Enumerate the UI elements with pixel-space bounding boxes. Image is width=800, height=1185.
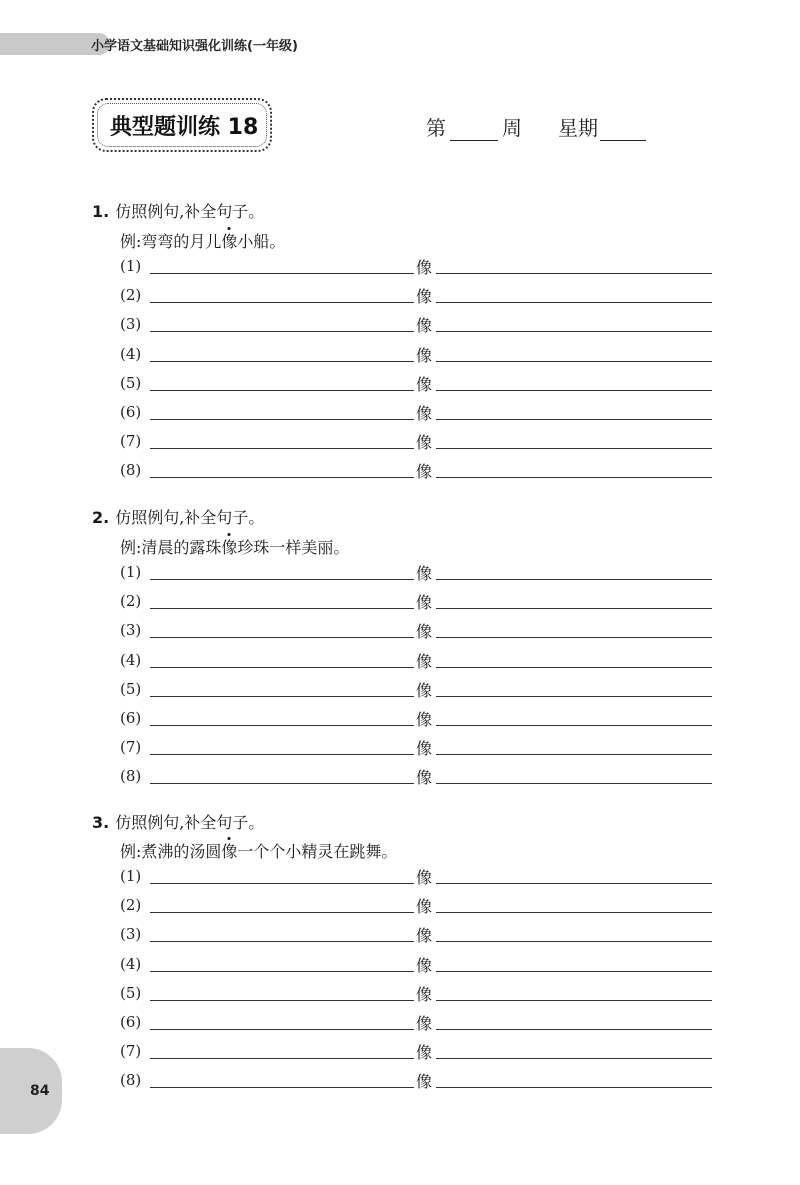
answer-row bbox=[120, 738, 712, 760]
answer-row bbox=[120, 1042, 712, 1064]
item-index: (6) bbox=[120, 403, 142, 421]
question-1-heading bbox=[92, 199, 264, 222]
connector-word: 像 bbox=[416, 710, 433, 729]
example-suffix: 一个个小精灵在跳舞。 bbox=[237, 842, 398, 861]
answer-blank-after[interactable] bbox=[436, 941, 712, 942]
answer-blank-before[interactable] bbox=[150, 273, 414, 274]
item-index: (7) bbox=[120, 738, 142, 757]
connector-word: 像 bbox=[416, 926, 433, 946]
answer-blank-after[interactable] bbox=[436, 477, 712, 478]
item-index: (7) bbox=[120, 1042, 142, 1061]
answer-blank-before[interactable] bbox=[150, 696, 414, 697]
connector-word: 像 bbox=[416, 739, 433, 759]
answer-blank-before[interactable] bbox=[150, 419, 414, 420]
answer-blank-after[interactable] bbox=[436, 783, 712, 784]
item-index: (8) bbox=[120, 1071, 142, 1090]
week-prefix: 第 bbox=[426, 116, 446, 140]
item-index: (8) bbox=[120, 767, 142, 786]
item-index: (2) bbox=[120, 286, 142, 305]
answer-blank-after[interactable] bbox=[436, 667, 712, 668]
answer-blank-after[interactable] bbox=[436, 302, 712, 303]
question-2-heading bbox=[92, 505, 264, 528]
question-instruction: 仿照例句,补全句子。 bbox=[115, 508, 265, 527]
answer-blank-before[interactable] bbox=[150, 1087, 414, 1088]
example-prefix: 例:煮沸的汤圆 bbox=[120, 842, 222, 861]
answer-blank-after[interactable] bbox=[436, 883, 712, 884]
item-index: (4) bbox=[120, 650, 142, 669]
answer-blank-before[interactable] bbox=[150, 941, 414, 942]
week-suffix: 周 bbox=[502, 116, 522, 140]
answer-row bbox=[120, 286, 712, 308]
answer-blank-before[interactable] bbox=[150, 579, 414, 580]
answer-row bbox=[120, 621, 712, 643]
item-index: (1) bbox=[120, 563, 142, 581]
connector-word: 像 bbox=[416, 374, 433, 394]
answer-row bbox=[120, 374, 712, 396]
answer-blank-before[interactable] bbox=[150, 448, 414, 449]
example-key-char: 像 bbox=[221, 842, 238, 861]
answer-blank-after[interactable] bbox=[436, 361, 712, 362]
answer-row bbox=[120, 767, 712, 789]
answer-blank-after[interactable] bbox=[436, 1029, 712, 1030]
answer-blank-after[interactable] bbox=[436, 912, 712, 913]
item-index: (1) bbox=[120, 867, 142, 885]
answer-blank-after[interactable] bbox=[436, 1087, 712, 1088]
connector-word: 像 bbox=[416, 433, 433, 453]
answer-blank-before[interactable] bbox=[150, 477, 414, 478]
answer-blank-before[interactable] bbox=[150, 1000, 414, 1001]
weekday-blank[interactable] bbox=[600, 118, 646, 141]
question-instruction: 仿照例句,补全句子。 bbox=[115, 813, 265, 832]
connector-word: 像 bbox=[416, 1072, 433, 1092]
question-number: 3. bbox=[92, 813, 110, 832]
answer-row bbox=[120, 345, 712, 367]
answer-row bbox=[120, 403, 712, 425]
answer-blank-before[interactable] bbox=[150, 302, 414, 303]
answer-blank-before[interactable] bbox=[150, 608, 414, 609]
answer-blank-before[interactable] bbox=[150, 361, 414, 362]
connector-word: 像 bbox=[416, 768, 433, 788]
question-number: 1. bbox=[92, 202, 110, 221]
answer-blank-before[interactable] bbox=[150, 390, 414, 391]
answer-row bbox=[120, 651, 712, 673]
exercise-title: 典型题训练 18 bbox=[110, 115, 259, 140]
connector-word: 像 bbox=[416, 651, 433, 671]
week-blank[interactable] bbox=[450, 118, 498, 141]
answer-row bbox=[120, 984, 712, 1006]
connector-word: 像 bbox=[416, 462, 433, 482]
item-index: (3) bbox=[120, 621, 142, 640]
connector-word: 像 bbox=[416, 404, 433, 423]
answer-blank-after[interactable] bbox=[436, 419, 712, 420]
answer-blank-before[interactable] bbox=[150, 667, 414, 668]
item-index: (1) bbox=[120, 257, 142, 275]
answer-blank-before[interactable] bbox=[150, 754, 414, 755]
answer-row bbox=[120, 1013, 712, 1035]
connector-word: 像 bbox=[416, 955, 433, 975]
item-index: (7) bbox=[120, 432, 142, 451]
answer-row bbox=[120, 680, 712, 702]
answer-blank-after[interactable] bbox=[436, 608, 712, 609]
answer-row bbox=[120, 896, 712, 918]
question-2-example bbox=[120, 535, 349, 558]
answer-blank-after[interactable] bbox=[436, 754, 712, 755]
connector-word: 像 bbox=[416, 868, 433, 887]
example-suffix: 珍珠一样美丽。 bbox=[237, 538, 350, 557]
example-prefix: 例:清晨的露珠 bbox=[120, 538, 222, 557]
example-prefix: 例:弯弯的月儿 bbox=[120, 232, 222, 251]
connector-word: 像 bbox=[416, 593, 433, 613]
answer-blank-after[interactable] bbox=[436, 579, 712, 580]
question-1-example bbox=[120, 229, 285, 252]
item-index: (2) bbox=[120, 592, 142, 611]
weekday-label: 星期 bbox=[558, 116, 598, 140]
connector-word: 像 bbox=[416, 1014, 433, 1033]
answer-blank-before[interactable] bbox=[150, 971, 414, 972]
answer-blank-after[interactable] bbox=[436, 390, 712, 391]
answer-blank-before[interactable] bbox=[150, 331, 414, 332]
question-instruction: 仿照例句,补全句子。 bbox=[115, 202, 265, 221]
connector-word: 像 bbox=[416, 258, 433, 277]
connector-word: 像 bbox=[416, 564, 433, 583]
answer-blank-after[interactable] bbox=[436, 1000, 712, 1001]
item-index: (5) bbox=[120, 679, 142, 698]
connector-word: 像 bbox=[416, 287, 433, 307]
answer-blank-after[interactable] bbox=[436, 637, 712, 638]
connector-word: 像 bbox=[416, 984, 433, 1004]
question-number: 2. bbox=[92, 508, 110, 527]
answer-row bbox=[120, 563, 712, 585]
answer-blank-before[interactable] bbox=[150, 783, 414, 784]
answer-blank-after[interactable] bbox=[436, 1058, 712, 1059]
answer-row bbox=[120, 1071, 712, 1093]
answer-blank-before[interactable] bbox=[150, 637, 414, 638]
schedule-line bbox=[426, 112, 646, 141]
question-3-example bbox=[120, 839, 397, 862]
answer-blank-after[interactable] bbox=[436, 273, 712, 274]
answer-row bbox=[120, 257, 712, 279]
item-index: (3) bbox=[120, 315, 142, 334]
answer-row bbox=[120, 432, 712, 454]
answer-row bbox=[120, 955, 712, 977]
answer-row bbox=[120, 867, 712, 889]
answer-row bbox=[120, 709, 712, 731]
answer-blank-before[interactable] bbox=[150, 883, 414, 884]
item-index: (6) bbox=[120, 1013, 142, 1031]
example-key-char: 像 bbox=[221, 232, 238, 251]
example-key-char: 像 bbox=[221, 538, 238, 557]
answer-row bbox=[120, 925, 712, 947]
connector-word: 像 bbox=[416, 316, 433, 336]
connector-word: 像 bbox=[416, 1043, 433, 1063]
book-title: 小学语文基础知识强化训练(一年级) bbox=[91, 39, 298, 54]
answer-blank-after[interactable] bbox=[436, 725, 712, 726]
item-index: (8) bbox=[120, 461, 142, 480]
item-index: (3) bbox=[120, 925, 142, 944]
item-index: (2) bbox=[120, 896, 142, 915]
page-number: 84 bbox=[30, 1083, 50, 1099]
answer-row bbox=[120, 461, 712, 483]
answer-blank-before[interactable] bbox=[150, 725, 414, 726]
answer-blank-after[interactable] bbox=[436, 331, 712, 332]
item-index: (5) bbox=[120, 983, 142, 1002]
connector-word: 像 bbox=[416, 897, 433, 917]
item-index: (4) bbox=[120, 344, 142, 363]
answer-blank-before[interactable] bbox=[150, 912, 414, 913]
connector-word: 像 bbox=[416, 345, 433, 365]
item-index: (4) bbox=[120, 954, 142, 973]
answer-blank-after[interactable] bbox=[436, 448, 712, 449]
answer-row bbox=[120, 592, 712, 614]
answer-blank-after[interactable] bbox=[436, 696, 712, 697]
item-index: (5) bbox=[120, 373, 142, 392]
answer-row bbox=[120, 315, 712, 337]
connector-word: 像 bbox=[416, 622, 433, 642]
connector-word: 像 bbox=[416, 680, 433, 700]
example-suffix: 小船。 bbox=[237, 232, 286, 251]
answer-blank-before[interactable] bbox=[150, 1058, 414, 1059]
question-3-heading bbox=[92, 810, 264, 833]
item-index: (6) bbox=[120, 709, 142, 727]
answer-blank-before[interactable] bbox=[150, 1029, 414, 1030]
answer-blank-after[interactable] bbox=[436, 971, 712, 972]
